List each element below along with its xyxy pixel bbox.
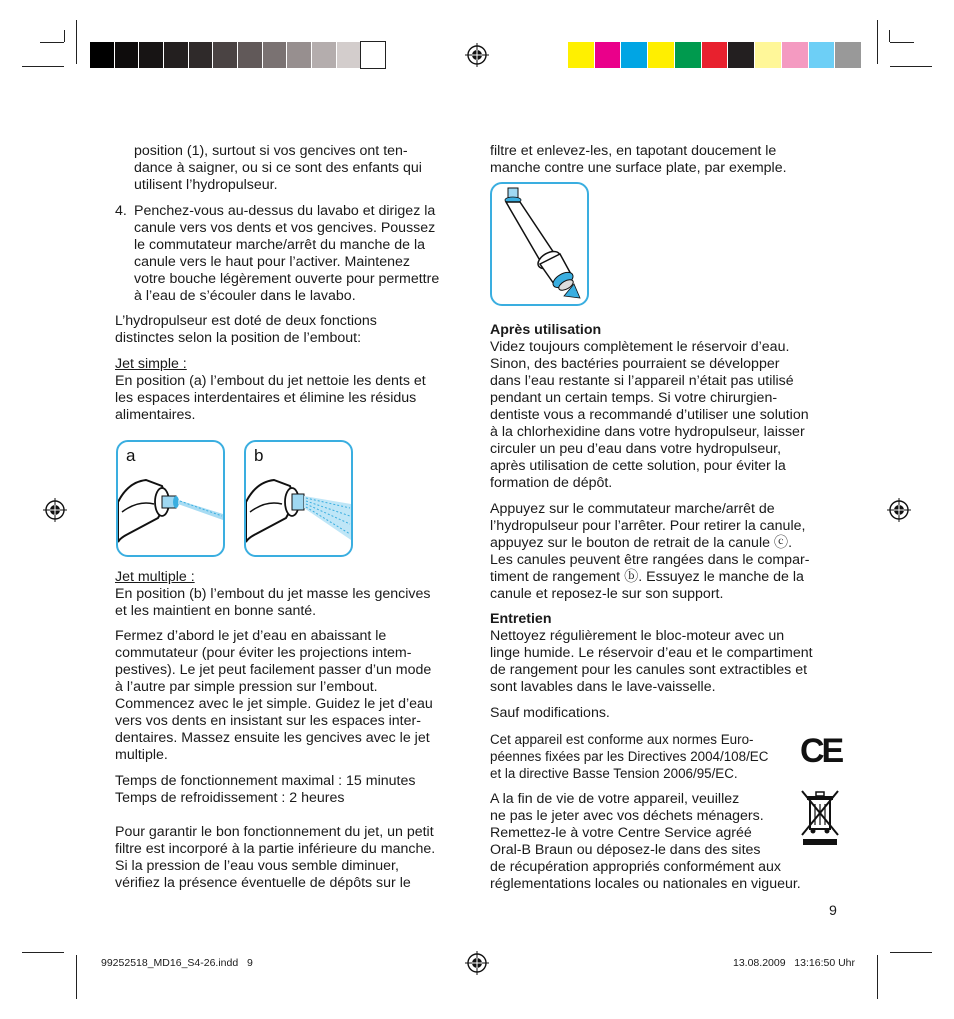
color-swatch <box>213 42 237 68</box>
crop-mark-tr-v2 <box>889 30 890 42</box>
color-swatch <box>728 42 754 68</box>
section-entretien <box>490 611 840 696</box>
paragraph-conforme <box>490 731 800 782</box>
color-swatch <box>595 42 621 68</box>
color-swatch <box>90 42 114 68</box>
text-line: Penchez-vous au-dessus du lavabo et dirigez la <box>134 203 436 219</box>
text-line: Appuyez sur le commutateur marche/arrêt de <box>490 501 775 517</box>
text-line: canule vers vos dents et vos gencives. Poussez <box>134 220 436 236</box>
list-item-4-number: 4. <box>115 203 127 219</box>
crop-mark-tr-h2 <box>890 42 914 43</box>
text-line: position (1), surtout si vos gencives ont ten- <box>134 143 408 159</box>
text-line: alimentaires. <box>115 407 196 423</box>
registration-mark-icon <box>42 497 68 523</box>
text-line: Les canules peuvent être rangées dans le compar- <box>490 552 810 568</box>
text-line: Nettoyez régulièrement le bloc-moteur avec un <box>490 628 785 644</box>
crop-mark-bl-v <box>76 955 77 999</box>
text-line: En position (a) l’embout du jet nettoie les dents et <box>115 373 426 389</box>
color-swatch <box>238 42 262 68</box>
text-line: et la directive Basse Tension 2006/95/EC. <box>490 766 738 781</box>
text-line: dentaires. Massez ensuite les gencives avec le jet <box>115 730 430 746</box>
text-line: dance à saigner, ou si ce sont des enfants qui <box>134 160 422 176</box>
text-line: votre bouche légèrement ouverte pour permettre <box>134 271 440 287</box>
figure-nozzle-filter <box>490 182 589 306</box>
footer-date-info: 13.08.2009 13:16:50 Uhr <box>733 957 856 969</box>
color-swatch <box>702 42 728 68</box>
text-line: distinctes selon la position de l’embout: <box>115 330 362 346</box>
nozzle-single-jet-illustration <box>118 442 223 555</box>
crop-mark-tr-h <box>890 66 932 67</box>
text-line: filtre et enlevez-les, en tapotant doucement le <box>490 143 777 159</box>
text-line: de récupération appropriés conformément aux <box>490 859 782 875</box>
text-line: En position (b) l’embout du jet masse les gencives <box>115 586 431 602</box>
text-line: Sinon, des bactéries pourraient se développer <box>490 356 780 372</box>
paragraph-garantir <box>115 824 475 892</box>
text-line: L’hydropulseur est doté de deux fonctions <box>115 313 377 329</box>
text-line: et les maintient en bonne santé. <box>115 603 317 619</box>
paragraph-position <box>134 143 474 194</box>
apres-heading: Après utilisation <box>490 322 602 338</box>
text-line: péennes fixées par les Directives 2004/108/EC <box>490 749 769 764</box>
operating-times <box>115 773 475 807</box>
color-swatch <box>189 42 213 68</box>
color-swatch <box>809 42 835 68</box>
text-line: A la fin de vie de votre appareil, veuillez <box>490 791 740 807</box>
text-line: à l’eau de s’écouler dans le lavabo. <box>134 288 356 304</box>
text-line: réglementations locales ou nationales en vigueur. <box>490 876 801 892</box>
text-line: filtre est incorporé à la partie inférieure du manche. <box>115 841 436 857</box>
text-line: dentiste vous a recommandé d’utiliser une solution <box>490 407 809 423</box>
text-line: Videz toujours complètement le réservoir d’eau. <box>490 339 790 355</box>
section-apres-utilisation <box>490 322 840 492</box>
text-line: manche contre une surface plate, par exemple. <box>490 160 787 176</box>
text-line: Oral-B Braun ou déposez-le dans des sites <box>490 842 761 858</box>
text-line: vérifiez la présence éventuelle de dépôts sur le <box>115 875 411 891</box>
footer-file-info: 99252518_MD16_S4-26.indd 9 <box>101 957 253 969</box>
text-line: canule et reposez-le sur son support. <box>490 586 724 602</box>
color-swatch <box>782 42 808 68</box>
crop-mark-br-h <box>890 952 932 953</box>
figure-b-multiple-jet <box>244 440 353 557</box>
paragraph-intro <box>115 313 475 347</box>
text-line: vers vos dents en insistant sur les espaces inter- <box>115 713 421 729</box>
cooling-time: Temps de refroidissement : 2 heures <box>115 790 345 806</box>
text-line: Fermez d’abord le jet d’eau en abaissant le <box>115 628 387 644</box>
text-line: Pour garantir le bon fonctionnement du jet, un petit <box>115 824 434 840</box>
paragraph-filtre <box>490 143 840 177</box>
registration-mark-icon <box>886 497 912 523</box>
text-line: à l’autre par simple pression sur l’embout. <box>115 679 378 695</box>
crop-mark-tl-h2 <box>40 42 64 43</box>
cmyk-color-bar <box>568 42 862 68</box>
text-line: Cet appareil est conforme aux normes Euro- <box>490 732 754 747</box>
color-swatch <box>568 42 594 68</box>
sauf-modifications: Sauf modifications. <box>490 705 610 721</box>
text-line: pestives). Le jet peut facilement passer d’un mode <box>115 662 432 678</box>
weee-crossed-bin-icon <box>800 789 840 847</box>
ce-mark-icon: CE <box>800 732 842 770</box>
text-line: utilisent l’hydropulseur. <box>134 177 278 193</box>
text-line: commutateur (pour éviter les projections intem- <box>115 645 412 661</box>
text-line: linge humide. Le réservoir d’eau et le compartiment <box>490 645 813 661</box>
section-jet-simple <box>115 356 475 424</box>
color-swatch <box>755 42 781 68</box>
text-line: Remettez-le à votre Centre Service agréé <box>490 825 752 841</box>
jet-simple-heading: Jet simple : <box>115 356 187 372</box>
text-line: les espaces interdentaires et élimine les résidus <box>115 390 417 406</box>
color-swatch <box>263 42 287 68</box>
figure-a-label: a <box>126 446 136 465</box>
text-line: timent de rangement ⓑ. Essuyez le manche de la <box>490 569 804 585</box>
color-swatch <box>621 42 647 68</box>
grayscale-color-bar <box>90 42 386 68</box>
text-line: sont lavables dans le lave-vaisselle. <box>490 679 716 695</box>
text-line: à la chlorhexidine dans votre hydropulseur, laisser <box>490 424 805 440</box>
text-line: canule vers le haut pour l’activer. Maintenez <box>134 254 411 270</box>
color-swatch <box>139 42 163 68</box>
registration-mark-icon <box>464 950 490 976</box>
text-line: de rangement pour les canules sont extractibles et <box>490 662 808 678</box>
color-swatch <box>337 42 361 68</box>
jet-multiple-heading: Jet multiple : <box>115 569 195 585</box>
text-line: après utilisation de cette solution, pour éviter la <box>490 458 786 474</box>
max-operating-time: Temps de fonctionnement maximal : 15 minutes <box>115 773 416 789</box>
text-line: multiple. <box>115 747 168 763</box>
text-line: ne pas le jeter avec vos déchets ménagers. <box>490 808 764 824</box>
crop-mark-br-v <box>877 955 878 999</box>
paragraph-fin-de-vie <box>490 791 840 893</box>
crop-mark-tl-h <box>22 66 64 67</box>
nozzle-filter-illustration <box>492 184 587 304</box>
color-swatch <box>164 42 188 68</box>
entretien-heading: Entretien <box>490 611 552 627</box>
text-line: Si la pression de l’eau vous semble diminuer, <box>115 858 399 874</box>
list-item-4-text <box>134 203 474 305</box>
crop-mark-tl-v2 <box>64 30 65 42</box>
text-line: dans l’eau restante si l’appareil n’était pas utilisé <box>490 373 794 389</box>
color-swatch <box>312 42 336 68</box>
crop-mark-bl-h <box>22 952 64 953</box>
paragraph-fermez <box>115 628 475 764</box>
text-line: circuler un peu d’eau dans votre hydropulseur, <box>490 441 782 457</box>
nozzle-multiple-jet-illustration <box>246 442 351 555</box>
color-swatch <box>835 42 861 68</box>
color-swatch <box>115 42 139 68</box>
text-line: appuyez sur le bouton de retrait de la canule ⓒ. <box>490 535 793 551</box>
color-swatch <box>648 42 674 68</box>
text-line: formation de dépôt. <box>490 475 613 491</box>
registration-mark-icon <box>464 42 490 68</box>
color-swatch <box>675 42 701 68</box>
figure-a-single-jet <box>116 440 225 557</box>
crop-mark-tr-v <box>877 20 878 64</box>
paragraph-appuyez <box>490 501 840 603</box>
color-swatch <box>361 42 385 68</box>
text-line: le commutateur marche/arrêt du manche de la <box>134 237 425 253</box>
crop-mark-tl-v <box>76 20 77 64</box>
text-line: l’hydropulseur pour l’arrêter. Pour retirer la canule, <box>490 518 806 534</box>
figure-b-label: b <box>254 446 264 465</box>
color-swatch <box>287 42 311 68</box>
text-line: pendant un certain temps. Si votre chirurgien- <box>490 390 778 406</box>
section-jet-multiple <box>115 569 475 620</box>
text-line: Commencez avec le jet simple. Guidez le jet d’eau <box>115 696 433 712</box>
page-number: 9 <box>829 903 837 919</box>
